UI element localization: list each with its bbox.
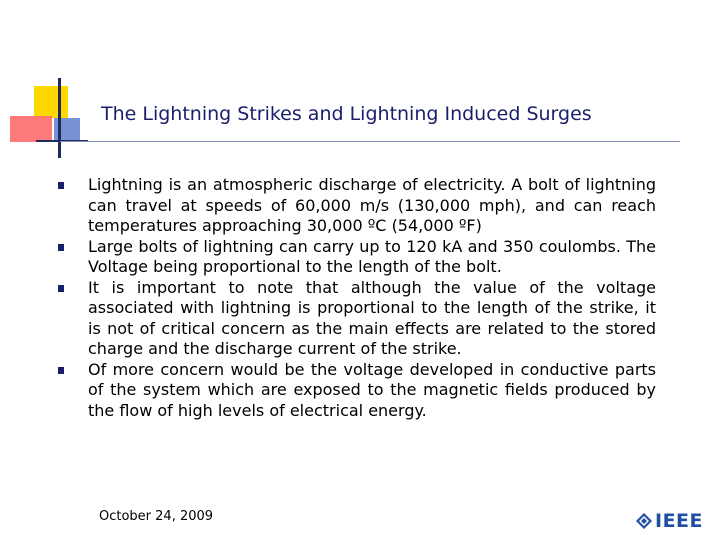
title-underline <box>60 141 680 142</box>
decorative-yellow-square <box>34 86 68 118</box>
bullet-text: Of more concern would be the voltage developed in conductive parts of the system which are exposed to the magnetic fields produced by the flow of high levels of electrical energy. <box>88 359 656 420</box>
bullet-item <box>56 175 656 237</box>
ieee-diamond-icon <box>636 513 652 529</box>
ieee-logo <box>636 510 703 532</box>
ieee-logo-text: IEEE <box>655 510 704 532</box>
bullet-list <box>56 175 656 421</box>
bullet-square-icon <box>58 244 64 251</box>
bullet-square-icon <box>58 367 64 374</box>
slide-title: The Lightning Strikes and Lightning Induced Surges <box>101 103 592 125</box>
bullet-text: Lightning is an atmospheric discharge of electricity. A bolt of lightning can travel at speeds of 60,000 m/s (130,000 mph), and can reach temperatures approaching 30,000 ºC (54,000 ºF) <box>88 175 656 235</box>
decorative-vertical-line <box>58 78 61 158</box>
footer-date: October 24, 2009 <box>99 509 214 524</box>
bullet-text: It is important to note that although the value of the voltage associated with lightning is proportional to the length of the strike, it is not of critical concern as the main effects are related to the stored charge and the discharge current of the strike. <box>88 277 656 358</box>
bullet-item <box>56 360 656 422</box>
bullet-square-icon <box>58 285 64 292</box>
bullet-text: Large bolts of lightning can carry up to 120 kA and 350 coulombs. The Voltage being proportional to the length of the bolt. <box>88 236 656 276</box>
bullet-square-icon <box>58 182 64 189</box>
bullet-item <box>56 237 656 278</box>
bullet-item <box>56 278 656 360</box>
decorative-red-square <box>10 116 52 142</box>
